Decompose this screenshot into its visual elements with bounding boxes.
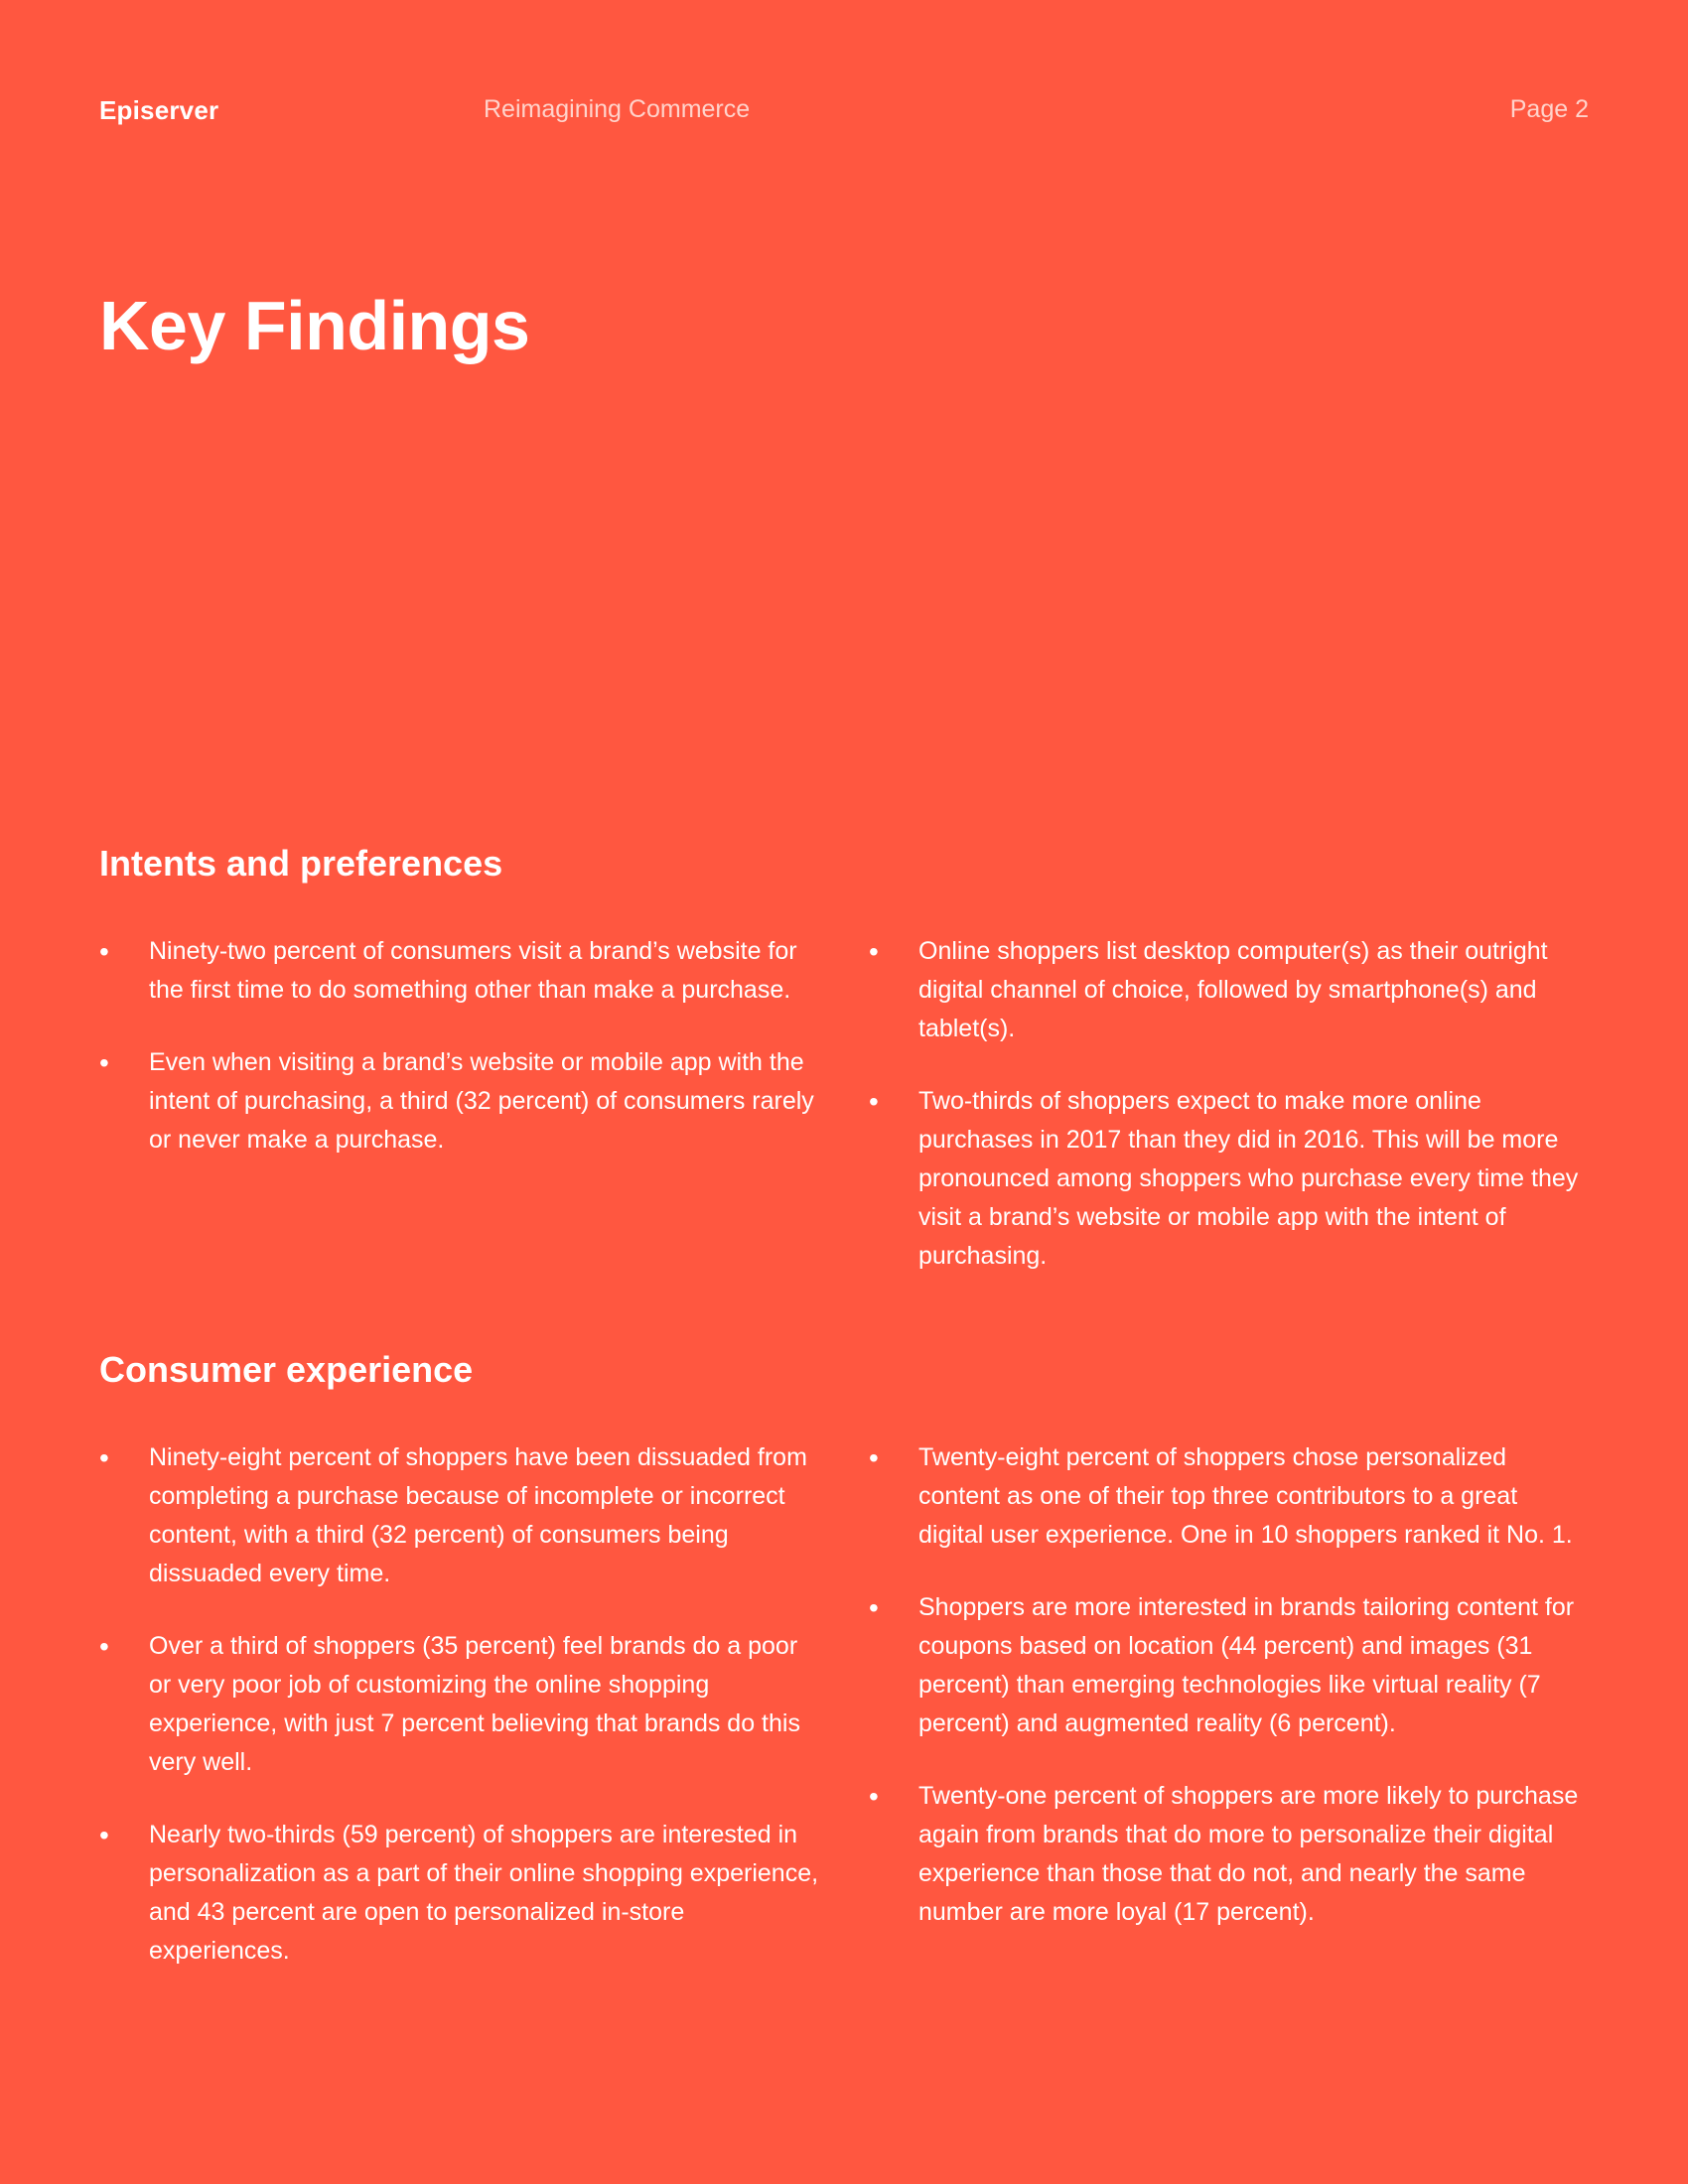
section-columns (99, 932, 1589, 1309)
section-consumer-experience (99, 1348, 1589, 2004)
list-item-text: Twenty-one percent of shoppers are more likely to purchase again from brands that do more to personalize their digital experience than those that do not, and nearly the same number are more loyal (17 percent). (918, 1782, 1579, 1927)
list-item-text: Ninety-eight percent of shoppers have been dissuaded from completing a purchase because of incomplete or incorrect content, with a third (32 percent) of consumers being dissuaded every time. (149, 1443, 807, 1588)
list-item-text: Two-thirds of shoppers expect to make more online purchases in 2017 than they did in 2016. This will be more pronounced among shoppers who purchase every time they visit a brand’s website or mobile app with the intent of purchasing. (918, 1087, 1579, 1271)
bullet-icon: • (869, 1781, 879, 1813)
list-item (99, 932, 824, 1010)
list-item (99, 1043, 824, 1160)
bullet-icon: • (99, 1442, 109, 1474)
bullet-icon: • (99, 1631, 109, 1663)
list-item-text: Even when visiting a brand’s website or mobile app with the intent of purchasing, a third (32 percent) of consumers rarely or never make a purchase. (149, 1048, 814, 1155)
section-intents-and-preferences (99, 842, 1589, 1309)
list-item (869, 1438, 1589, 1555)
right-column-list (869, 932, 1589, 1309)
brand-name: Episerver (99, 95, 219, 125)
bullet-icon: • (869, 1086, 879, 1118)
bullet-icon: • (869, 1442, 879, 1474)
right-column-list (869, 1438, 1589, 2004)
page-header (99, 95, 1589, 135)
list-item (99, 1438, 824, 1593)
page-number: Page 2 (1509, 95, 1589, 123)
bullet-icon: • (99, 1820, 109, 1851)
list-item-text: Shoppers are more interested in brands tailoring content for coupons based on location (44 percent) and images (31 percent) than emerging technologies like virtual reality (7 percent) and augmented reality (6 percent). (918, 1593, 1575, 1738)
bullet-icon: • (869, 1592, 879, 1624)
left-column-list (99, 932, 824, 1309)
section-columns (99, 1438, 1589, 2004)
list-item (99, 1816, 824, 1971)
left-column-list (99, 1438, 824, 2004)
section-heading: Intents and preferences (99, 843, 503, 884)
page-title: Key Findings (99, 287, 530, 364)
list-item (869, 932, 1589, 1048)
bullet-icon: • (99, 936, 109, 968)
list-item-text: Over a third of shoppers (35 percent) feel brands do a poor or very poor job of customizing the online shopping experience, with just 7 percent believing that brands do this very well. (149, 1632, 800, 1777)
list-item-text: Online shoppers list desktop computer(s) as their outright digital channel of choice, followed by smartphone(s) and tablet(s). (918, 937, 1548, 1043)
section-heading: Consumer experience (99, 1349, 474, 1390)
document-title: Reimagining Commerce (484, 95, 751, 123)
list-item (869, 1777, 1589, 1932)
list-item (869, 1588, 1589, 1743)
list-item-text: Twenty-eight percent of shoppers chose personalized content as one of their top three contributors to a great digital user experience. One in 10 shoppers ranked it No. 1. (918, 1443, 1573, 1550)
list-item (869, 1082, 1589, 1276)
list-item (99, 1627, 824, 1782)
bullet-icon: • (99, 1047, 109, 1079)
list-item-text: Ninety-two percent of consumers visit a brand’s website for the first time to do something other than make a purchase. (149, 937, 797, 1005)
bullet-icon: • (869, 936, 879, 968)
list-item-text: Nearly two-thirds (59 percent) of shoppers are interested in personalization as a part of their online shopping experience, and 43 percent are open to personalized in-store experiences. (149, 1821, 819, 1966)
